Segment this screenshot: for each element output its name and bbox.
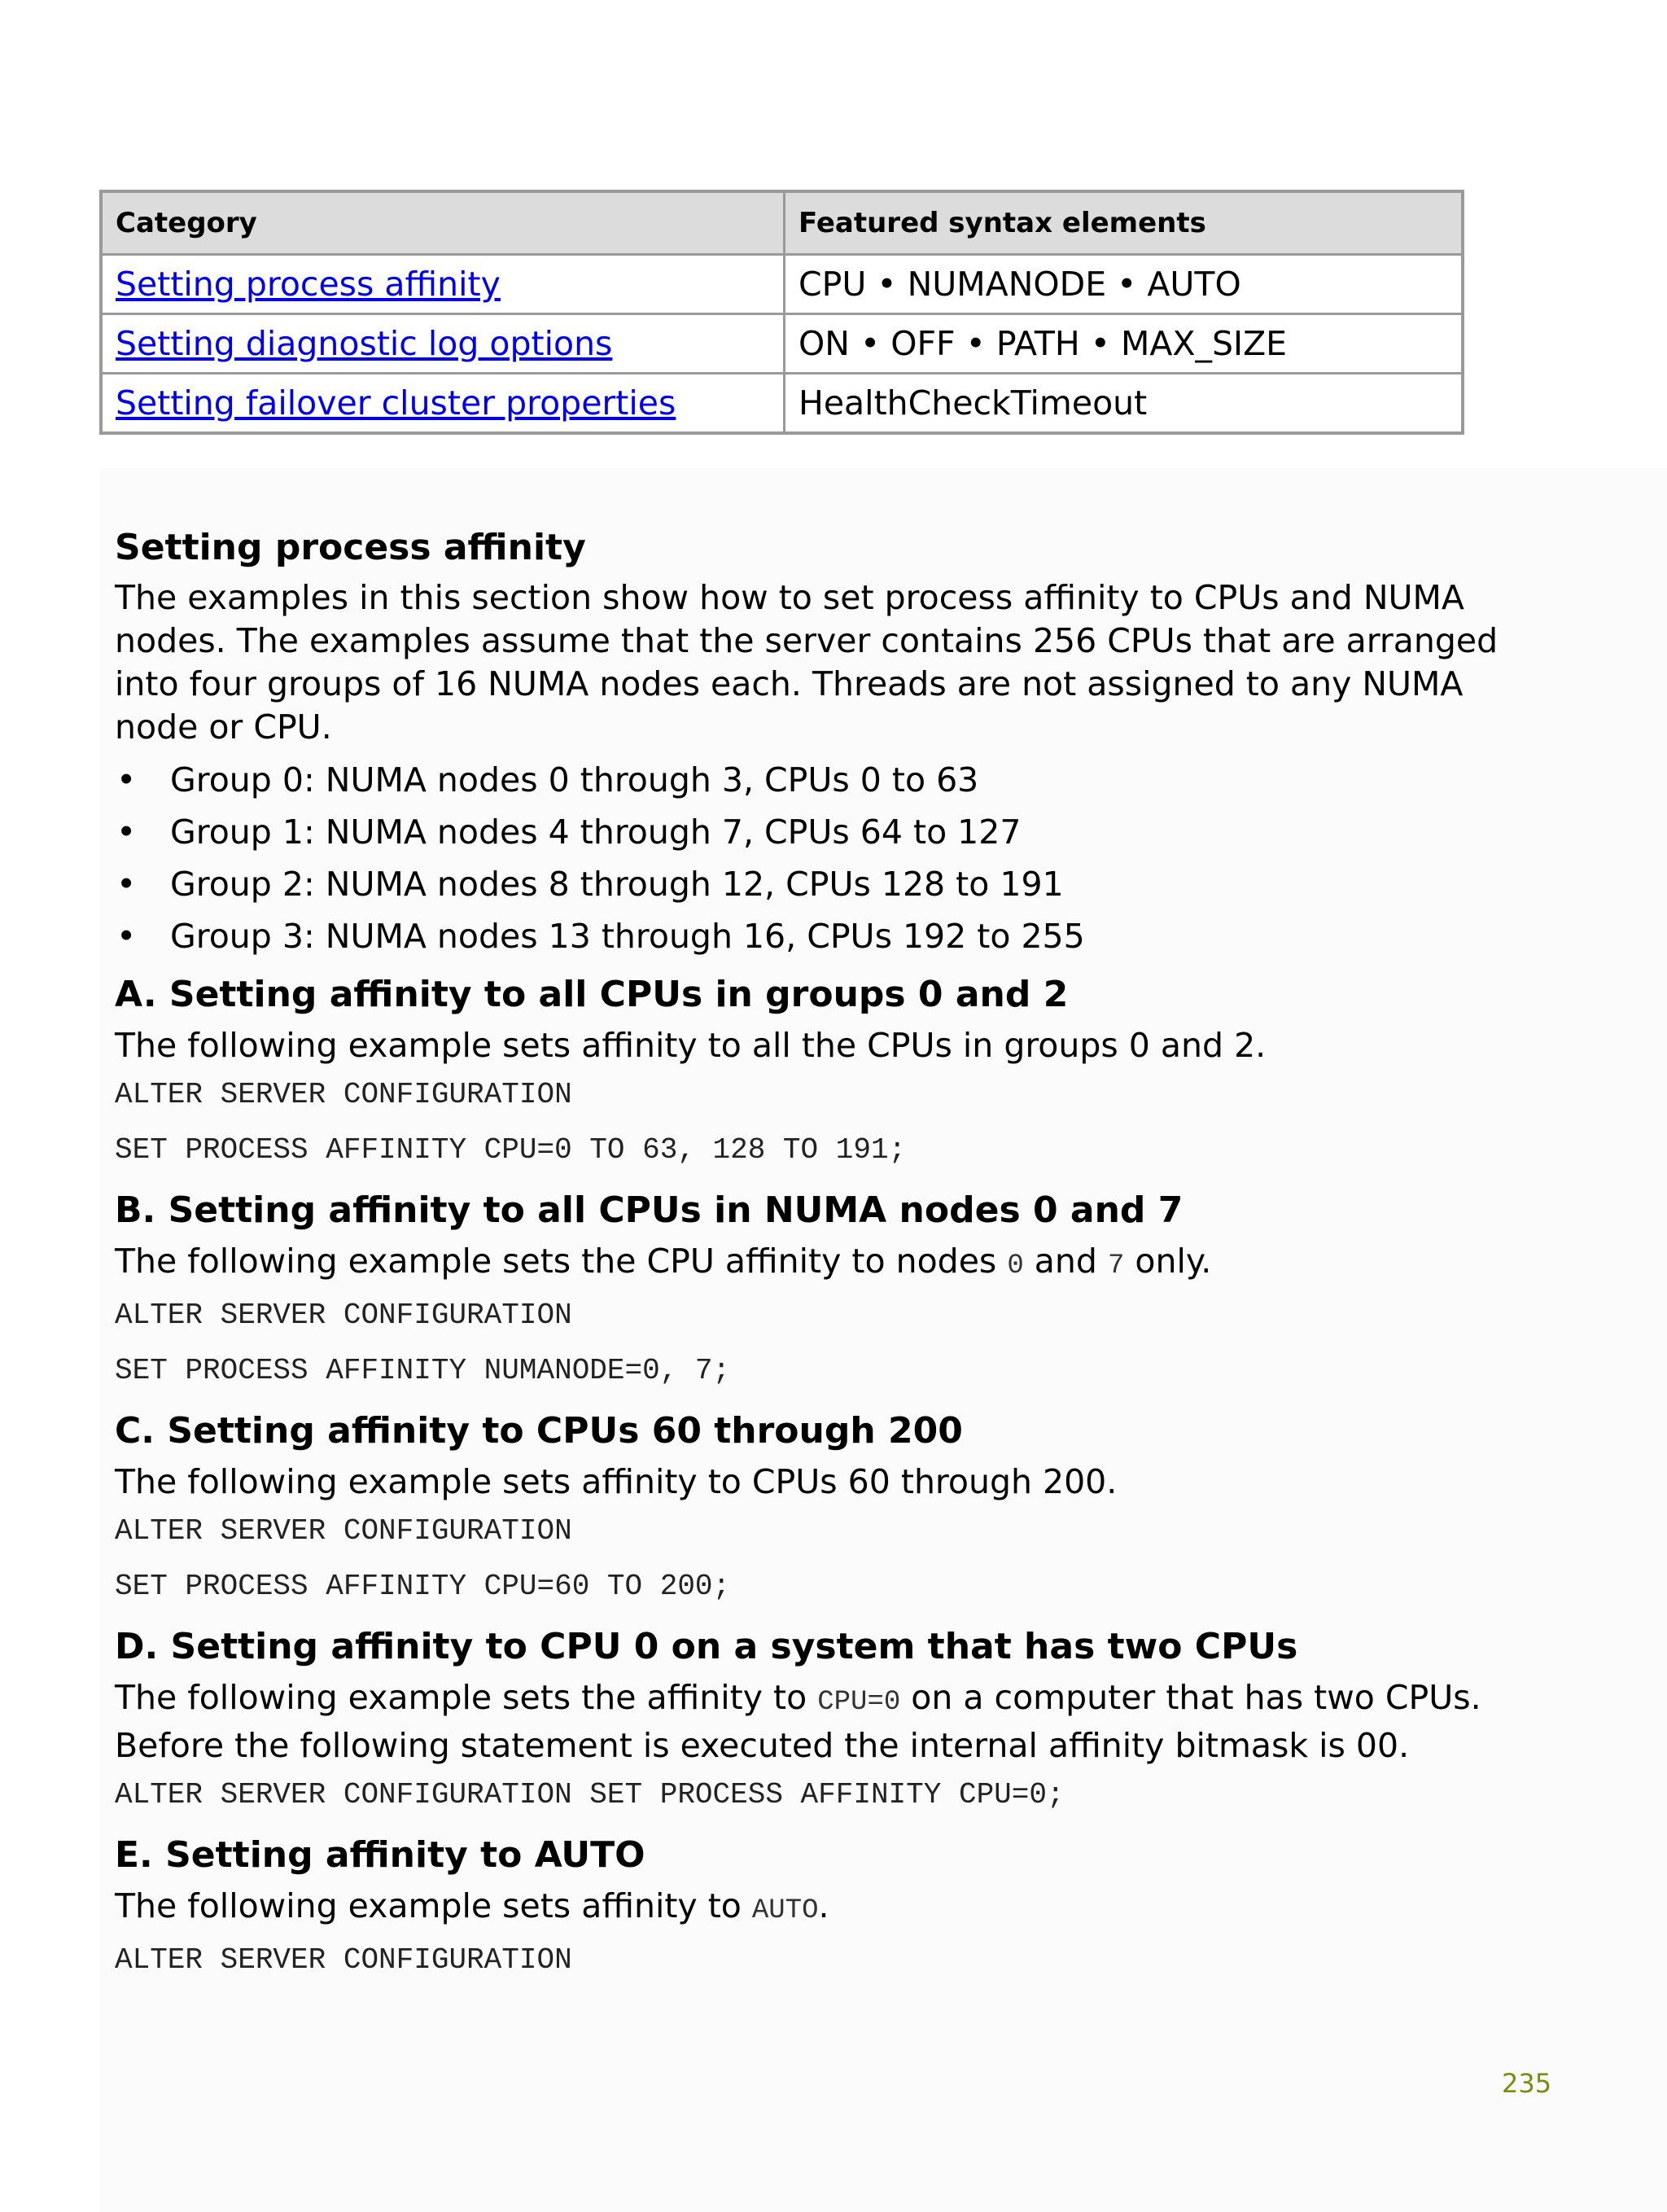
example-c-description: The following example sets affinity to CPUs 60 through 200. — [115, 1462, 1118, 1501]
bullet-icon: • — [116, 917, 137, 956]
bullet-icon: • — [116, 865, 137, 904]
example-c-code-line-2: SET PROCESS AFFINITY CPU=60 TO 200; — [115, 1570, 731, 1603]
table-cell-category — [101, 255, 785, 314]
list-item: • Group 1: NUMA nodes 4 through 7, CPUs 64 to 127 — [115, 806, 1547, 858]
group-list — [115, 754, 1547, 962]
table-cell-elements: CPU • NUMANODE • AUTO — [785, 255, 1464, 314]
table-cell-elements: ON • OFF • PATH • MAX_SIZE — [785, 314, 1464, 374]
example-e-description: The following example sets affinity to AUTO. — [115, 1886, 829, 1926]
bullet-icon: • — [116, 760, 137, 799]
table-cell-category — [101, 314, 785, 374]
link-setting-process-affinity[interactable]: Setting process affinity — [116, 265, 501, 304]
page-number: 235 — [1502, 2068, 1552, 2099]
table-cell-elements: HealthCheckTimeout — [785, 374, 1464, 434]
section-title: Setting process affinity — [115, 527, 586, 568]
table-row — [101, 374, 1463, 434]
example-c-title: C. Setting affinity to CPUs 60 through 200 — [115, 1410, 963, 1452]
table-cell-category — [101, 374, 785, 434]
example-a-code-line-2: SET PROCESS AFFINITY CPU=0 TO 63, 128 TO 191; — [115, 1133, 907, 1167]
list-item: • Group 0: NUMA nodes 0 through 3, CPUs 0 to 63 — [115, 754, 1547, 806]
example-b-description: The following example sets the CPU affinity to nodes 0 and 7 only. — [115, 1242, 1212, 1281]
example-b-code-line-1: ALTER SERVER CONFIGURATION — [115, 1299, 572, 1332]
example-c-code-line-1: ALTER SERVER CONFIGURATION — [115, 1514, 572, 1548]
table-row — [101, 314, 1463, 374]
list-item: • Group 3: NUMA nodes 13 through 16, CPUs 192 to 255 — [115, 910, 1547, 962]
example-d-code-line-1: ALTER SERVER CONFIGURATION SET PROCESS AFFINITY CPU=0; — [115, 1778, 1065, 1811]
bullet-icon: • — [116, 813, 137, 852]
inline-code: 7 — [1107, 1251, 1125, 1281]
inline-code: 0 — [1007, 1251, 1024, 1281]
example-d-description: The following example sets the affinity to CPU=0 on a computer that has two CPUs. Before the following statement is executed the internal affinity bitmask is 00. — [115, 1678, 1481, 1765]
example-d-title: D. Setting affinity to CPU 0 on a system that has two CPUs — [115, 1626, 1298, 1667]
column-header-syntax: Featured syntax elements — [785, 191, 1464, 255]
example-b-title: B. Setting affinity to all CPUs in NUMA nodes 0 and 7 — [115, 1189, 1184, 1231]
table-header-row — [101, 191, 1463, 255]
link-setting-failover-cluster-properties[interactable]: Setting failover cluster properties — [116, 383, 676, 423]
example-a-code-line-1: ALTER SERVER CONFIGURATION — [115, 1078, 572, 1111]
process-affinity-section — [115, 519, 1547, 1988]
inline-code: CPU=0 — [817, 1687, 901, 1718]
example-e-code-line-1: ALTER SERVER CONFIGURATION — [115, 1943, 572, 1977]
example-a-description: The following example sets affinity to all the CPUs in groups 0 and 2. — [115, 1026, 1267, 1065]
table-row — [101, 255, 1463, 314]
example-e-title: E. Setting affinity to AUTO — [115, 1834, 645, 1876]
list-item: • Group 2: NUMA nodes 8 through 12, CPUs 128 to 191 — [115, 858, 1547, 910]
example-b-code-line-2: SET PROCESS AFFINITY NUMANODE=0, 7; — [115, 1354, 731, 1387]
section-intro: The examples in this section show how to set process affinity to CPUs and NUMA nodes. The examples assume that the server contains 256 CPUs that are arranged into four groups of 16 NUMA nodes each. Threads are not assigned to any NUMA node or CPU. — [115, 578, 1499, 747]
column-header-category: Category — [101, 191, 785, 255]
link-setting-diagnostic-log-options[interactable]: Setting diagnostic log options — [116, 324, 613, 363]
inline-code: AUTO — [751, 1895, 819, 1926]
syntax-table — [99, 190, 1464, 435]
example-a-title: A. Setting affinity to all CPUs in groups 0 and 2 — [115, 974, 1069, 1015]
